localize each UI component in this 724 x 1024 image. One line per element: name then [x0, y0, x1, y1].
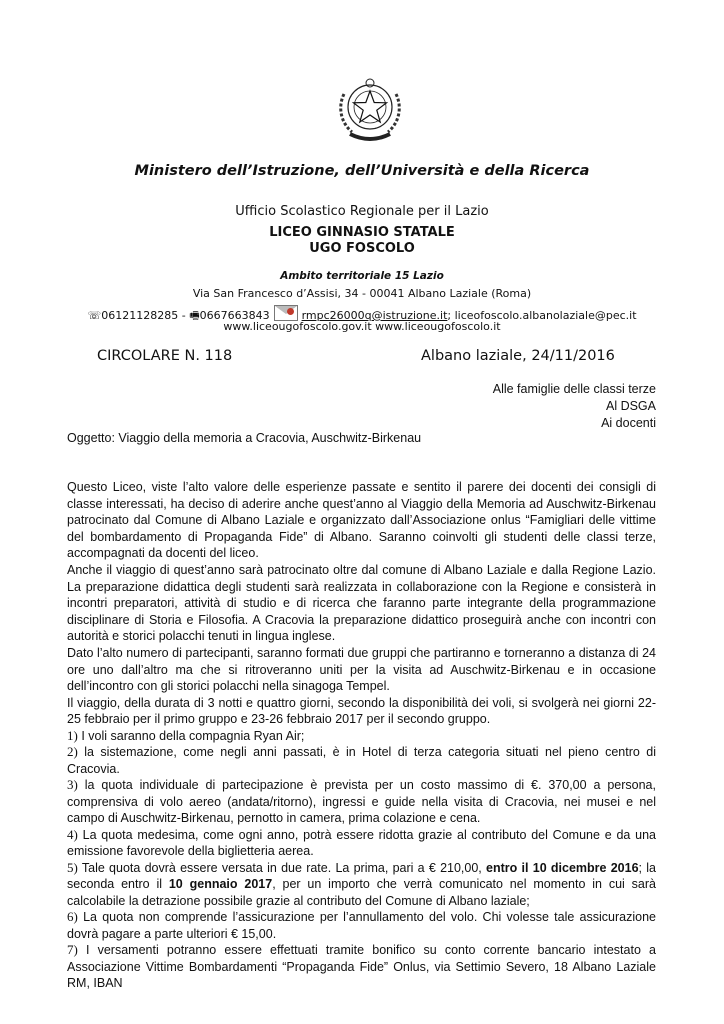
- phone-number: 06121128285 -: [101, 309, 190, 322]
- list-item: [67, 777, 656, 827]
- list-text: , per un importo che verrà comunicato nel momento in cui sarà calcolabile la detrazione possibile grazie al contributo del Comune di Albano laziale;: [67, 877, 656, 908]
- recipient-families: Alle famiglie delle classi terze: [492, 382, 656, 396]
- recipient-dsga: Al DSGA: [605, 399, 656, 413]
- list-item: [67, 744, 656, 777]
- ministry-title: Ministero dell’Istruzione, dell’Università e della Ricerca: [134, 163, 590, 179]
- paragraph-text: Dato l’alto numero di partecipanti, saranno formati due gruppi che partiranno e torneranno a distanza di 24 ore uno dall’altro ma che si ritroveranno uniti per la visita ad Auschwitz-Birkenau e in occasione dell’incontro con gli storici polacchi nella sinagoga Tempel.: [67, 646, 656, 693]
- list-text: Tale quota dovrà essere versata in due rate. La prima, pari a € 210,00,: [77, 860, 487, 875]
- paragraph-text: Questo Liceo, viste l’alto valore delle esperienze passate e sentito il parere dei docenti dei consigli di classe interessati, ha deciso di aderire anche quest’anno al Viaggio della Memoria ad Auschwitz-Birkenau patrocinato dal Comune di Albano Laziale e organizzato dall’Associazione onlus “Famigliari delle vittime del bombardamento di Propaganda Fide” di Albano. Saranno coinvolti gli studenti delle classi terze, accompagnati da docenti del liceo.: [67, 480, 656, 560]
- list-text: ; la seconda entro il: [67, 860, 656, 891]
- paragraph-text: Anche il viaggio di quest’anno sarà patrocinato oltre dal comune di Albano Laziale e dalla Regione Lazio. La preparazione didattica degli studenti sarà realizzata in collaborazione con la Regione e consisterà in incontri preparatori, attività di studio e di ricerca che faranno parte integrante della programmazione disciplinare di Storia e Filosofia. A Cracovia la preparazione didattico proseguirà anche con incontri con autorità e storici polacchi tenuti in lingua inglese.: [67, 563, 656, 643]
- fax-number: 0667663843: [199, 309, 270, 322]
- territorial-area: Ambito territoriale 15 Lazio: [280, 270, 444, 282]
- list-number: 3): [67, 777, 78, 792]
- deadline-1: entro il 10 dicembre 2016: [486, 860, 639, 875]
- list-text: La quota non comprende l’assicurazione per l’annullamento del volo. Chi volesse tale assicurazione dovrà pagare a parte ulteriori € 15,00.: [67, 910, 656, 941]
- list-item: [67, 827, 656, 860]
- list-text: la sistemazione, come negli anni passati, è in Hotel di terza categoria situati nel pieno centro di Cracovia.: [67, 745, 656, 776]
- list-number: 7): [67, 942, 78, 957]
- regional-office: Ufficio Scolastico Regionale per il Lazio: [235, 204, 489, 219]
- paragraph-2: [67, 562, 656, 645]
- list-text: La quota medesima, come ogni anno, potrà essere ridotta grazie al contributo del Comune e da una emissione favorevole della biglietteria aerea.: [67, 827, 656, 858]
- fax-icon: 🖷: [189, 309, 200, 322]
- list-item: [67, 860, 656, 910]
- websites-line: www.liceougofoscolo.gov.it www.liceougofoscolo.it: [223, 320, 501, 333]
- school-address: Via San Francesco d’Assisi, 34 - 00041 Albano Laziale (Roma): [192, 287, 532, 300]
- list-item: [67, 942, 656, 992]
- paragraph-1: [67, 479, 656, 562]
- document-date: Albano laziale, 24/11/2016: [421, 348, 615, 364]
- italian-republic-emblem-icon: [330, 74, 410, 144]
- list-number: 6): [67, 909, 78, 924]
- email-link[interactable]: rmpc26000q@istruzione.it: [301, 309, 448, 322]
- list-item: [67, 909, 656, 942]
- list-text: I voli saranno della compagnia Ryan Air;: [77, 728, 305, 743]
- list-text: I versamenti potranno essere effettuati tramite bonifico su conto corrente bancario intestato a Associazione Vittime Bombardamenti “Propaganda Fide” Onlus, via Settimio Severo, 18 Albano Laziale RM, IBAN: [67, 943, 656, 990]
- school-name-line1: LICEO GINNASIO STATALE: [269, 225, 455, 240]
- deadline-2: 10 gennaio 2017: [168, 877, 273, 891]
- recipient-teachers: Ai docenti: [601, 416, 656, 430]
- paragraph-3: [67, 645, 656, 992]
- list-text: la quota individuale di partecipazione è prevista per un costo massimo di €. 370,00 a persona, comprensiva di volo aereo (andata/ritorno), ingressi e guide nella visita di Cracovia, nei musei e nel campo di Auschwitz-Birkenau, pernotto in camera, prima colazione e cena.: [67, 778, 656, 825]
- circular-number: CIRCOLARE N. 118: [97, 348, 233, 364]
- list-number: 5): [67, 859, 78, 875]
- paragraph-text: Il viaggio, della durata di 3 notti e quattro giorni, secondo la disponibilità dei voli, si svolgerà nei giorni 22-25 febbraio per il primo gruppo e 23-26 febbraio 2017 per il secondo gruppo.: [67, 695, 656, 726]
- pec-email: ; liceofoscolo.albanolaziale@pec.it: [447, 309, 637, 322]
- subject-line: Oggetto: Viaggio della memoria a Cracovia, Auschwitz-Birkenau: [67, 431, 422, 445]
- school-name-line2: UGO FOSCOLO: [309, 241, 415, 256]
- phone-icon: ☏: [87, 309, 102, 322]
- list-number: 1): [67, 727, 78, 743]
- list-number: 2): [67, 744, 78, 759]
- list-number: 4): [67, 826, 78, 842]
- email-envelope-icon: [274, 305, 298, 321]
- list-item: [67, 728, 656, 745]
